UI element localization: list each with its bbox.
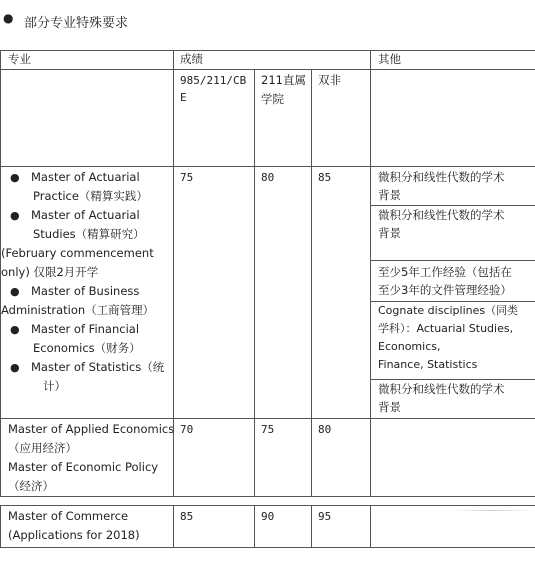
bullet-icon: ● [3,11,14,25]
subheader-211 [261,71,306,109]
row2-programs [8,420,174,496]
table-border-left-r3 [0,505,1,548]
program-line: Master of Economic Policy [8,460,159,474]
table-col-divider-3 [311,69,312,497]
list-item [8,282,174,301]
row2-score-985: 70 [180,423,194,436]
note-line: 微积分和线性代数的学术 [378,170,505,184]
program-line: Master of Actuarial [31,170,140,184]
table-col-divider-2 [254,69,255,497]
program-line: （应用经济） [8,441,77,455]
note-line: Economics, [378,340,441,353]
note-line: 至少3年的文件管理经验） [378,283,512,297]
subheader-211-line2: 学院 [261,92,284,106]
note-line: 微积分和线性代数的学术 [378,208,505,222]
program-line: Economics（财务） [33,341,141,355]
subheader-dual: 双非 [318,73,341,87]
other-divider-2 [370,260,535,261]
program-line: Master of Commerce [8,509,129,523]
bullet-icon: ● [10,361,20,374]
table-border-row1 [0,418,535,419]
row1-score-dual: 85 [318,171,332,184]
subheader-985-line1: 985/211/CB [180,74,247,87]
table-border-row3-top [0,505,535,506]
table-col-divider-2-r3 [254,505,255,548]
list-item [8,206,174,244]
program-note: only) 仅限2月开学 [1,265,99,279]
header-grades: 成绩 [180,52,203,66]
list-item [8,168,174,206]
row3-programs [8,507,174,545]
bullet-icon: ● [10,171,20,184]
note-line: 背景 [378,226,401,240]
other-note-4 [378,302,532,374]
table-border-header [0,69,535,70]
bullet-icon: ● [10,285,20,298]
program-line: Master of Statistics（统 [31,360,165,374]
row1-score-985: 75 [180,171,194,184]
header-major: 专业 [8,52,31,66]
other-note-5 [378,380,532,416]
subheader-211-line1: 211直属 [261,73,306,87]
subheader-985-line2: E [180,91,187,104]
table-col-divider-4-r3 [370,505,371,548]
table-col-divider-3-r3 [311,505,312,548]
list-item [8,320,174,358]
program-line: （经济） [8,479,54,493]
other-note-3 [378,263,532,299]
table-border-row2 [0,496,535,497]
program-line: Studies（精算研究） [33,227,145,241]
table-border-top [0,50,535,51]
note-line: 至少5年工作经验（包括在 [378,265,512,279]
note-line: Cognate disciplines（同类 [378,304,519,317]
note-line: 背景 [378,400,401,414]
program-line: Master of Financial [31,322,140,336]
program-line: Administration（工商管理） [1,303,155,317]
table-border-bottom [0,547,535,548]
row1-programs [1,168,174,396]
program-line: Practice（精算实践） [33,189,148,203]
table-edge-fade [450,510,535,511]
program-line: Master of Applied Economics [8,422,175,436]
other-note-2 [378,206,532,242]
note-line: 背景 [378,188,401,202]
bullet-icon: ● [10,209,20,222]
other-note-1 [378,168,532,204]
program-line: 计） [43,379,66,393]
note-line: 学科）：Actuarial Studies, [378,322,514,335]
row2-score-211: 75 [261,423,275,436]
program-line: Master of Actuarial [31,208,140,222]
table-col-divider-4 [370,50,371,497]
bullet-icon: ● [10,323,20,336]
table-border-subheader [0,166,535,167]
header-other: 其他 [378,52,401,66]
row2-score-dual: 80 [318,423,332,436]
program-note: (February commencement [1,246,154,260]
row3-score-985: 85 [180,510,194,523]
subheader-985 [180,72,246,106]
row3-score-dual: 95 [318,510,332,523]
program-line: (Applications for 2018) [8,528,140,542]
program-line: Master of Business [31,284,140,298]
section-title: 部分专业特殊要求 [24,16,129,31]
note-line: Finance, Statistics [378,358,478,371]
note-line: 微积分和线性代数的学术 [378,382,505,396]
row1-score-211: 80 [261,171,275,184]
row3-score-211: 90 [261,510,275,523]
list-item [8,358,174,396]
